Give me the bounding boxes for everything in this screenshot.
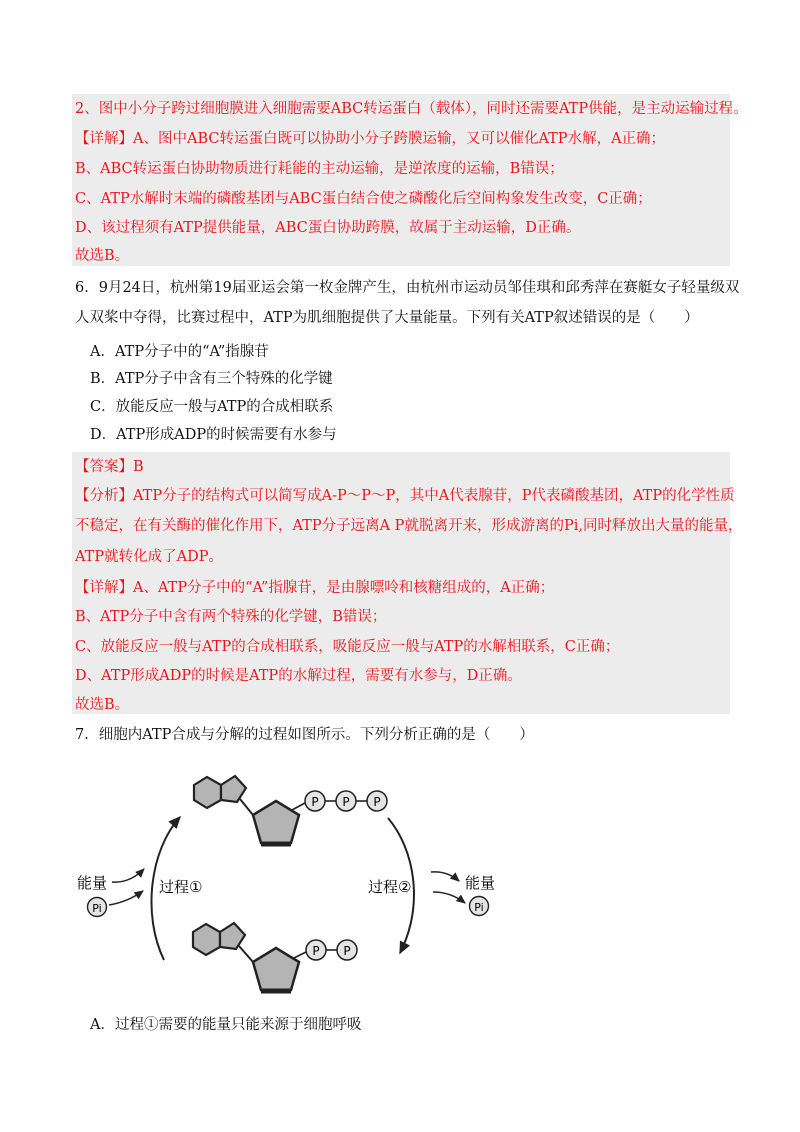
q6-option-b: B．ATP分子中含有三个特殊的化学键 [90,371,333,387]
pi-in [88,898,107,917]
q7-option-a: A．过程①需要的能量只能来源于细胞呼吸 [90,1017,362,1033]
q6-analysis-line-1 [75,486,735,506]
adp-ribose-pentagon-icon [253,948,299,990]
detail-label: 【详解】 [75,580,133,596]
atp-ribose-pentagon-icon [253,801,299,843]
pi-out-arrow [433,892,465,903]
q6-option-a: A．ATP分子中的“A”指腺苷 [90,344,269,360]
atp-phosphate-1 [305,791,325,811]
answer-value: B [133,459,144,475]
svg-text:P: P [343,944,351,958]
q6-detail-b: B、ATP分子中含有两个特殊的化学键，B错误； [75,609,387,625]
q6-option-c: C．放能反应一般与ATP的合成相联系 [90,399,334,415]
svg-text:P: P [342,795,350,809]
adp-phosphate-2 [337,940,357,960]
adp-adenine-hexagon-icon [193,924,220,955]
prev-detail-a [75,129,665,149]
energy-out-arrow [431,872,459,881]
q6-answer [75,457,144,477]
prev-answer-block [72,94,730,266]
svg-text:P: P [311,795,319,809]
pi-out [470,897,489,916]
prev-detail-d: D、该过程须有ATP提供能量，ABC蛋白协助跨膜，故属于主动运输，D正确。 [75,220,581,236]
energy-out-label: 能量 [465,874,496,892]
adp-phosphate-1 [306,940,326,960]
prev-choose: 故选B。 [75,248,130,264]
process-1-label: 过程① [159,878,203,896]
svg-text:Pi: Pi [474,901,484,914]
analysis-text: ATP分子的结构式可以简写成A-P～P～P，其中A代表腺苷，P代表磷酸基团，ATP的化学性质 [133,488,735,504]
process-2-label: 过程② [368,878,412,896]
detail-text: A、图中ABC转运蛋白既可以协助小分子跨膜运输，又可以催化ATP水解，A正确； [133,131,666,147]
q6-choose: 故选B。 [75,697,130,713]
prev-answer-line-2: 2、图中小分子跨过细胞膜进入细胞需要ABC转运蛋白（载体），同时还需要ATP供能，是主动运输过程。 [75,101,748,117]
atp-adenine-hexagon-icon [194,777,221,808]
energy-in-arrow [112,869,144,882]
answer-label: 【答案】 [75,459,133,475]
atp-phosphate-2 [336,791,356,811]
atp-molecule [194,776,387,844]
q6-detail-a [75,578,554,598]
adp-molecule [193,923,357,991]
q6-stem-line-2: 人双桨中夺得，比赛过程中，ATP为肌细胞提供了大量能量。下列有关ATP叙述错误的是（ ） [75,310,699,326]
q6-analysis-line-2: 不稳定，在有关酶的催化作用下，ATP分子远离A P就脱离开来，形成游离的Pi,同时释放出大量的能量， [75,518,743,534]
adp-adenine-pentagon-icon [220,923,245,949]
atp-phosphate-3 [367,791,387,811]
svg-text:P: P [373,795,381,809]
svg-text:P: P [312,944,320,958]
svg-text:Pi: Pi [92,902,102,915]
atp-cycle-diagram [70,755,510,1005]
q6-detail-c: C、放能反应一般与ATP的合成相联系，吸能反应一般与ATP的水解相联系，C正确； [75,639,620,655]
prev-detail-b: B、ABC转运蛋白协助物质进行耗能的主动运输，是逆浓度的运输，B错误； [75,161,564,177]
q6-stem-line-1: 6．9月24日，杭州第19届亚运会第一枚金牌产生，由杭州市运动员邹佳琪和邱秀萍在赛艇女子轻量级双 [75,280,740,296]
prev-detail-c: C、ATP水解时末端的磷酸基团与ABC蛋白结合使之磷酸化后空间构象发生改变，C正确； [75,191,652,207]
detail-text: A、ATP分子中的“A”指腺苷，是由腺嘌呤和核糖组成的，A正确； [133,580,555,596]
q7-stem: 7．细胞内ATP合成与分解的过程如图所示。下列分析正确的是（ ） [75,727,534,743]
atp-adenine-pentagon-icon [221,776,246,802]
detail-label: 【详解】 [75,131,133,147]
q6-analysis-line-3: ATP就转化成了ADP。 [75,549,223,565]
pi-in-arrow [109,891,143,905]
energy-in-label: 能量 [77,874,108,892]
analysis-label: 【分析】 [75,488,133,504]
q6-detail-d: D、ATP形成ADP的时候是ATP的水解过程，需要有水参与，D正确。 [75,668,522,684]
q6-option-d: D．ATP形成ADP的时候需要有水参与 [90,427,337,443]
